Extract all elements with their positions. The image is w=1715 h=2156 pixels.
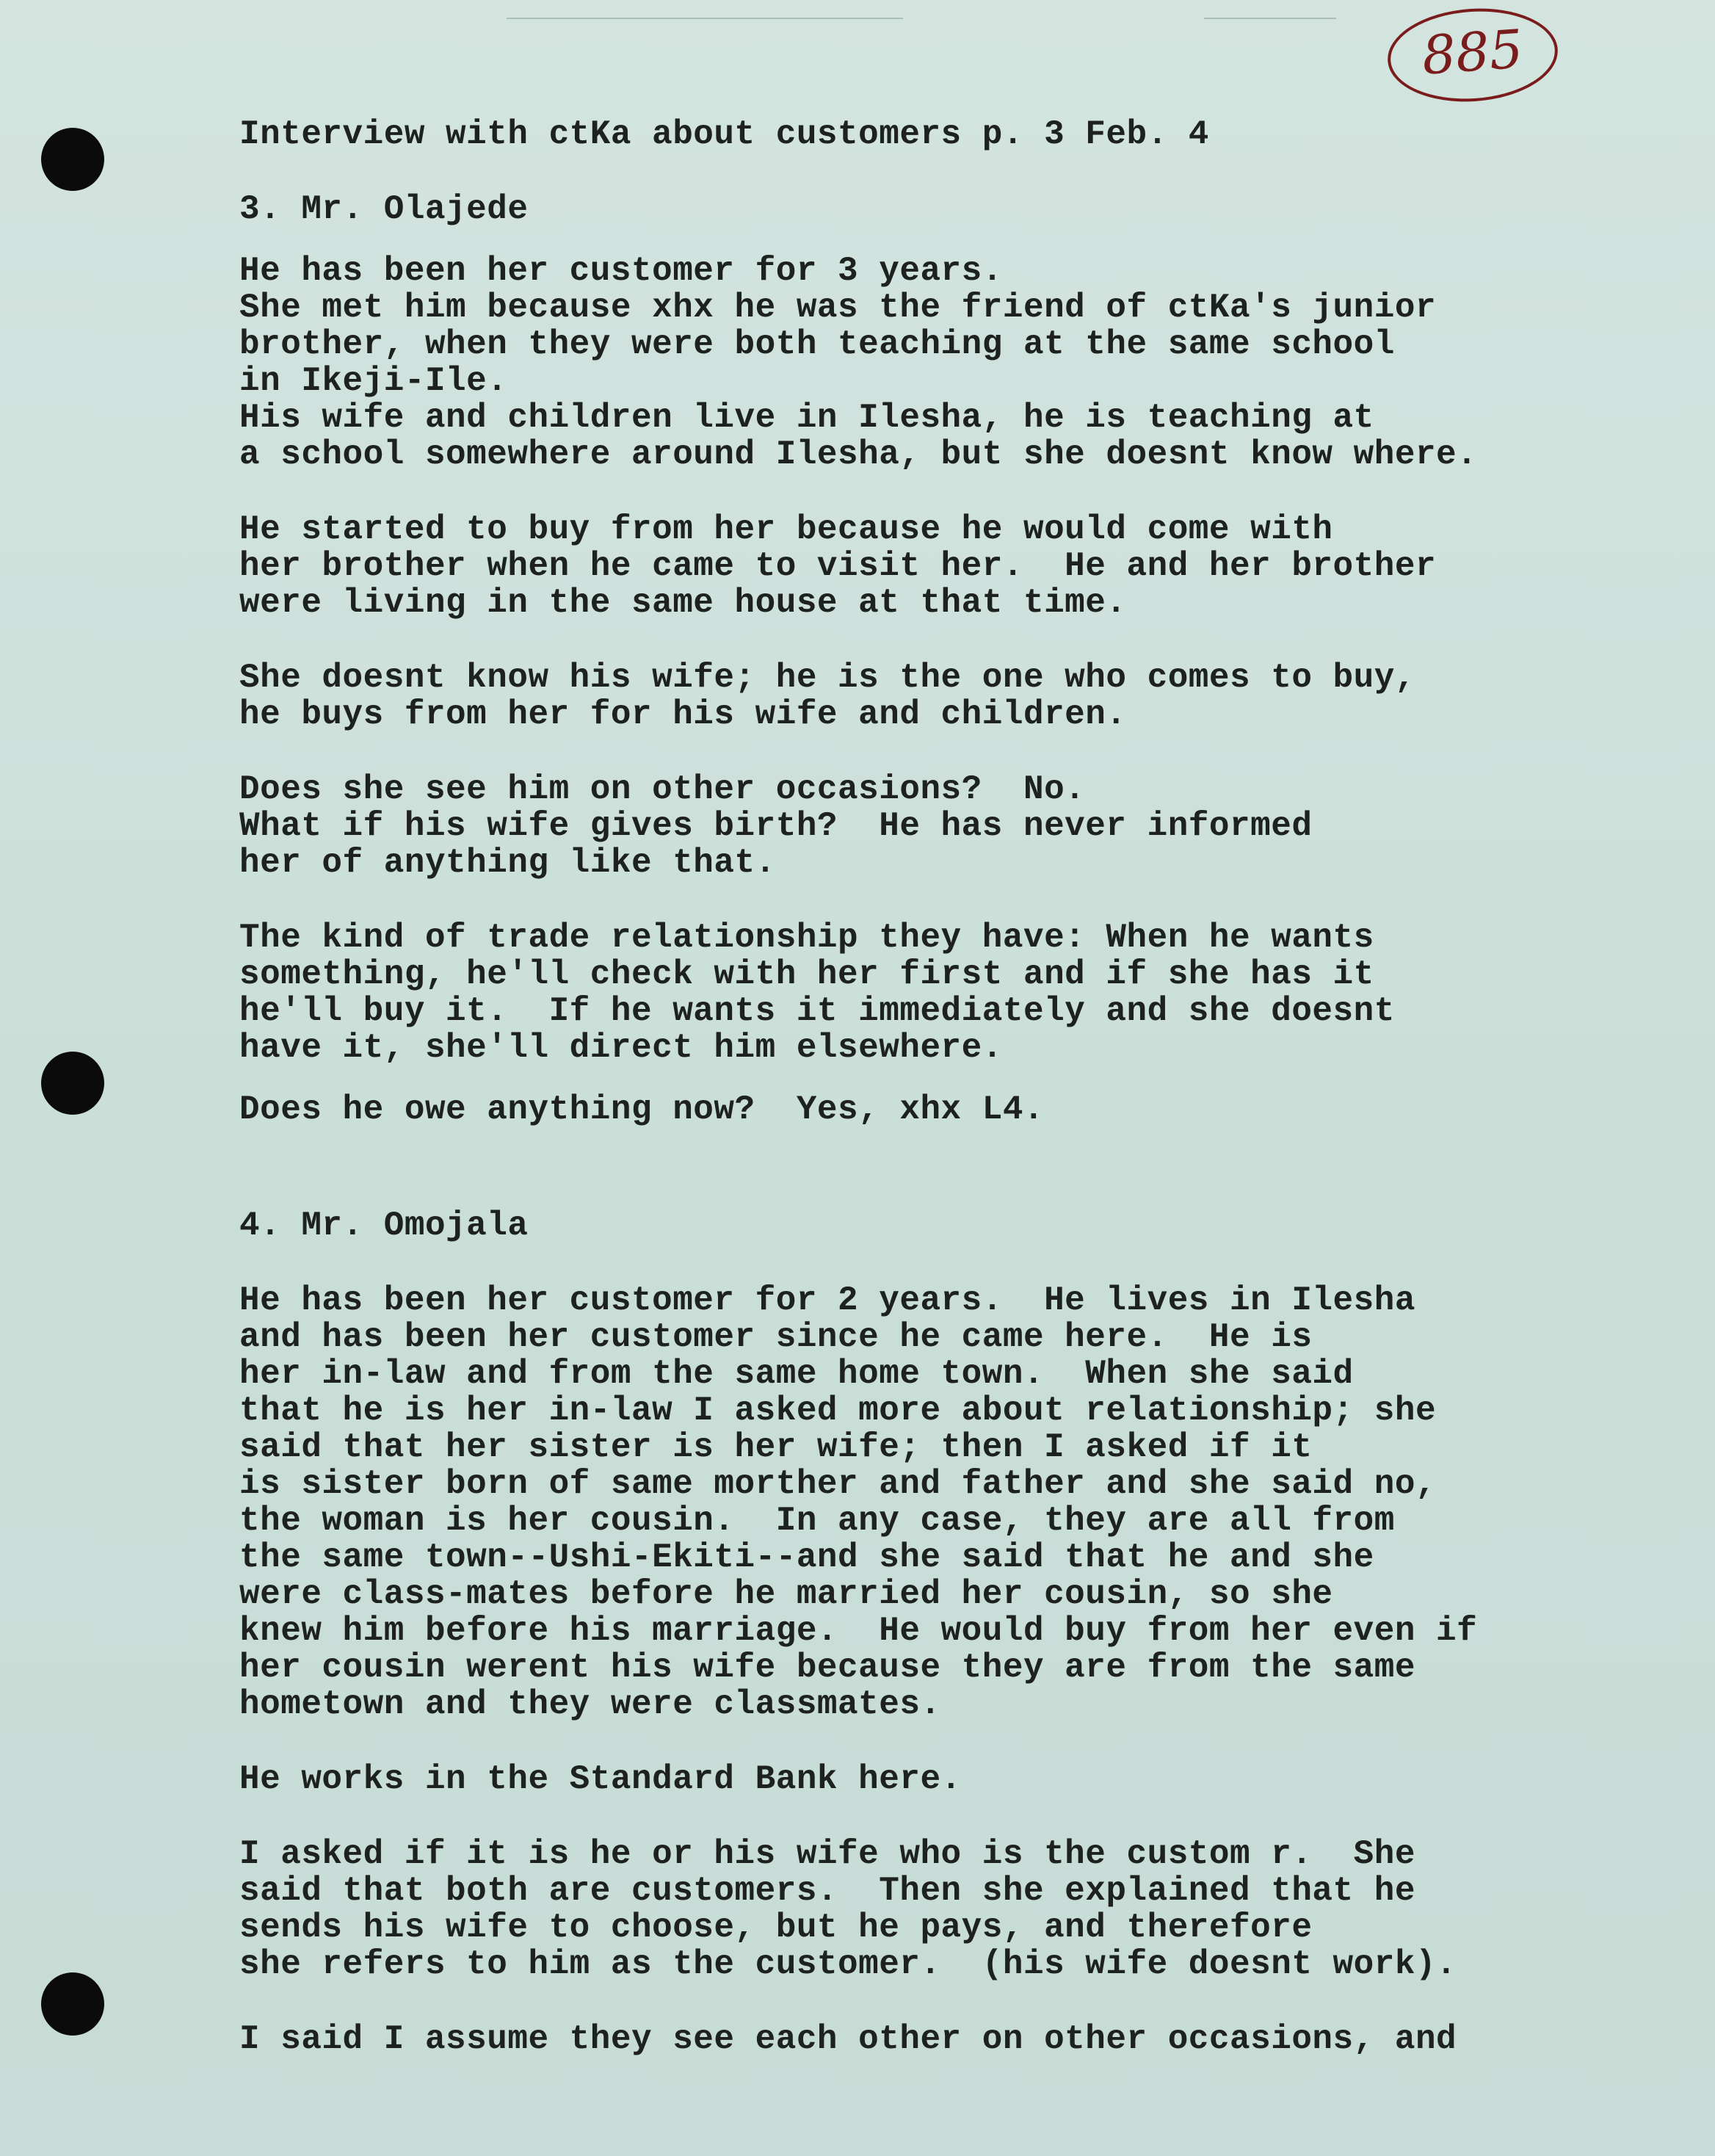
- text-line: He started to buy from her because he would come with: [239, 510, 1333, 549]
- text-line: Does she see him on other occasions? No.: [239, 770, 1086, 808]
- page-header: Interview with ctKa about customers p. 3 Feb. 4: [239, 115, 1209, 153]
- text-line: I asked if it is he or his wife who is the custom r. She: [239, 1835, 1415, 1873]
- section-heading: 3. Mr. Olajede: [239, 190, 529, 228]
- text-line: Does he owe anything now? Yes, xhx L4.: [239, 1090, 1045, 1129]
- text-line: and has been her customer since he came here. He is: [239, 1318, 1313, 1356]
- text-line: brother, when they were both teaching at the same school: [239, 325, 1395, 363]
- text-line: her in-law and from the same home town. When she said: [239, 1355, 1354, 1393]
- text-line: He works in the Standard Bank here.: [239, 1760, 962, 1798]
- text-line: she refers to him as the customer. (his wife doesnt work).: [239, 1945, 1457, 1983]
- text-line: have it, she'll direct him elsewhere.: [239, 1029, 1003, 1067]
- text-line: He has been her customer for 2 years. He lives in Ilesha: [239, 1281, 1415, 1320]
- text-line: What if his wife gives birth? He has never informed: [239, 807, 1313, 845]
- text-line: I said I assume they see each other on other occasions, and: [239, 2020, 1457, 2058]
- text-line: that he is her in-law I asked more about relationship; she: [239, 1392, 1437, 1430]
- top-edge-line: [507, 18, 903, 19]
- text-line: he'll buy it. If he wants it immediately and she doesnt: [239, 992, 1395, 1030]
- text-line: hometown and they were classmates.: [239, 1685, 941, 1723]
- text-line: were class-mates before he married her cousin, so she: [239, 1575, 1333, 1613]
- text-line: said that both are customers. Then she explained that he: [239, 1872, 1415, 1910]
- text-line: a school somewhere around Ilesha, but she doesnt know where.: [239, 435, 1478, 474]
- text-line: he buys from her for his wife and children.: [239, 695, 1127, 734]
- typed-text: [239, 116, 1634, 2058]
- text-line: in Ikeji-Ile.: [239, 362, 508, 400]
- circled-page-number: 885: [1385, 3, 1561, 107]
- text-line: her of anything like that.: [239, 844, 776, 882]
- text-line: The kind of trade relationship they have: When he wants: [239, 919, 1374, 957]
- text-line: her cousin werent his wife because they are from the same: [239, 1649, 1415, 1687]
- text-line: His wife and children live in Ilesha, he is teaching at: [239, 399, 1374, 437]
- text-line: knew him before his marriage. He would buy from her even if: [239, 1612, 1478, 1650]
- text-line: sends his wife to choose, but he pays, and therefore: [239, 1909, 1313, 1947]
- text-line: said that her sister is her wife; then I asked if it: [239, 1428, 1313, 1466]
- punch-hole-bottom: [41, 1972, 104, 2036]
- punch-hole-middle: [41, 1052, 104, 1115]
- punch-hole-top: [41, 128, 104, 191]
- text-line: He has been her customer for 3 years.: [239, 252, 1003, 290]
- text-line: her brother when he came to visit her. He and her brother: [239, 547, 1437, 585]
- text-line: the same town--Ushi-Ekiti--and she said that he and she: [239, 1538, 1374, 1577]
- text-line: were living in the same house at that time.: [239, 584, 1127, 622]
- section-heading: 4. Mr. Omojala: [239, 1207, 529, 1245]
- text-line: something, he'll check with her first and if she has it: [239, 955, 1374, 994]
- text-line: She met him because xhx he was the friend of ctKa's junior: [239, 289, 1437, 327]
- text-line: is sister born of same morther and father and she said no,: [239, 1465, 1437, 1503]
- top-edge-line-right: [1204, 18, 1336, 19]
- text-line: the woman is her cousin. In any case, they are all from: [239, 1502, 1395, 1540]
- text-line: She doesnt know his wife; he is the one who comes to buy,: [239, 659, 1415, 697]
